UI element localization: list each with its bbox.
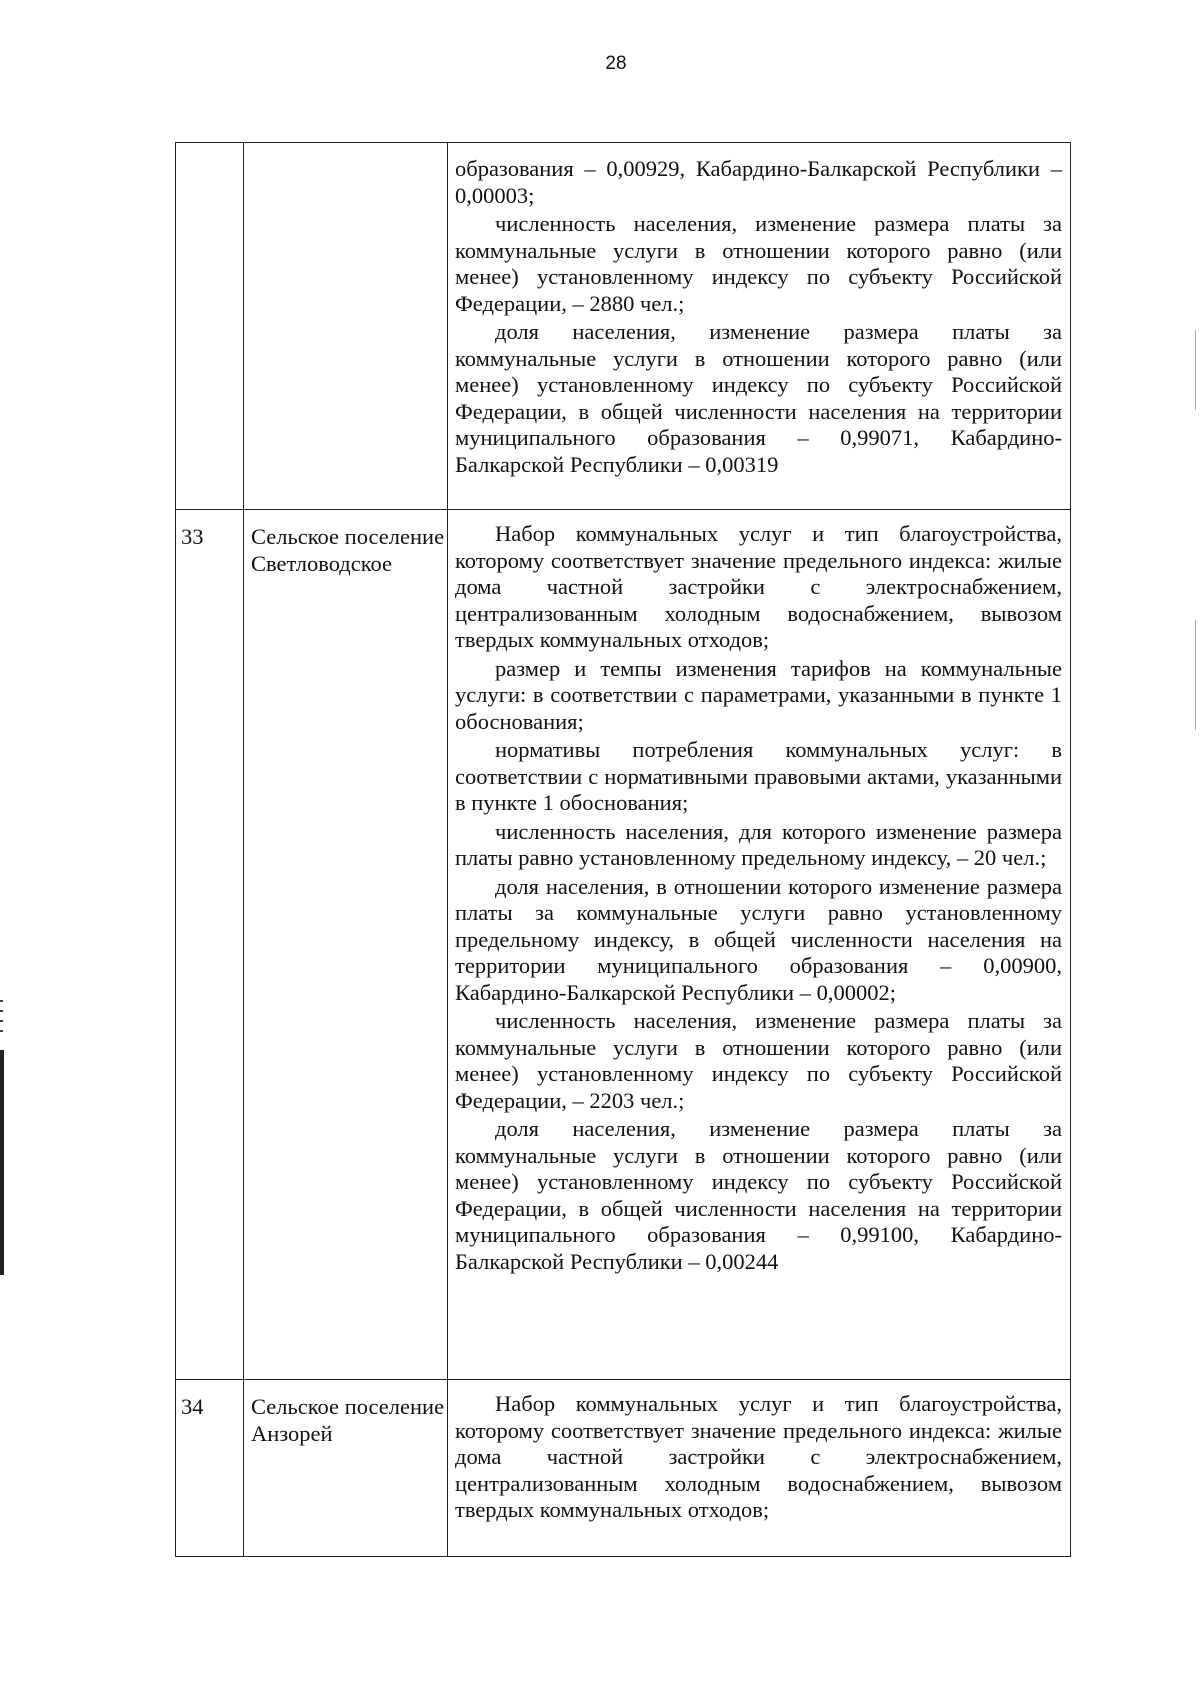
description-paragraph: доля населения, изменение размера платы за коммунальные услуги в отношении которого равно (или менее) установленному индексу по субъекту Российской Федерации, в общей численности населения на территории муниципального образования – 0,99071, Кабардино-Балкарской Республики – 0,00319	[455, 319, 1062, 477]
description-paragraph: численность населения, для которого изменение размера платы равно установленному предельному индексу, – 20 чел.;	[455, 818, 1062, 870]
table-row	[176, 510, 1071, 1380]
row-number-cell	[176, 143, 244, 510]
page-number: 28	[605, 53, 627, 74]
scan-tick-mark	[0, 1000, 3, 1002]
table-row	[176, 1380, 1071, 1557]
settlement-name-cell: Сельское поселение Светловодское	[244, 510, 448, 1380]
row-number-cell: 33	[176, 510, 244, 1380]
description-cell	[448, 1380, 1071, 1557]
settlement-name-cell: Сельское поселение Анзорей	[244, 1380, 448, 1557]
description-cell	[448, 143, 1071, 510]
scan-tick-mark	[0, 1010, 3, 1012]
description-paragraph: численность населения, изменение размера платы за коммунальные услуги в отношении которого равно (или менее) установленному индексу по субъекту Российской Федерации, – 2203 чел.;	[455, 1008, 1062, 1113]
description-paragraph: образования – 0,00929, Кабардино-Балкарской Республики – 0,00003;	[455, 156, 1062, 208]
scan-edge-line	[1195, 620, 1196, 730]
description-paragraph: доля населения, изменение размера платы за коммунальные услуги в отношении которого равно (или менее) установленному индексу по субъекту Российской Федерации, в общей численности населения на территории муниципального образования – 0,99100, Кабардино-Балкарской Республики – 0,00244	[455, 1116, 1062, 1274]
description-paragraph: доля населения, в отношении которого изменение размера платы за коммунальные услуги равно установленному предельному индексу, в общей численности населения на территории муниципального образования – 0,00900, Кабардино-Балкарской Республики – 0,00002;	[455, 873, 1062, 1005]
description-paragraph: нормативы потребления коммунальных услуг: в соответствии с нормативными правовыми актами, указанными в пункте 1 обоснования;	[455, 737, 1062, 815]
description-paragraph: численность населения, изменение размера платы за коммунальные услуги в отношении которого равно (или менее) установленному индексу по субъекту Российской Федерации, – 2880 чел.;	[455, 211, 1062, 316]
description-paragraph: Набор коммунальных услуг и тип благоустройства, которому соответствует значение предельного индекса: жилые дома частной застройки с электроснабжением, централизованным холодным водоснабжением, вывозом твердых коммунальных отходов;	[455, 1391, 1062, 1522]
scan-tick-mark	[0, 1020, 3, 1022]
table-row	[176, 143, 1071, 510]
scan-edge-mark	[0, 1050, 4, 1275]
scan-tick-mark	[0, 1030, 3, 1032]
description-paragraph: размер и темпы изменения тарифов на коммунальные услуги: в соответствии с параметрами, указанными в пункте 1 обоснования;	[455, 655, 1062, 734]
scan-edge-line	[1195, 330, 1196, 410]
indices-table	[175, 142, 1071, 1557]
description-cell	[448, 510, 1071, 1380]
description-paragraph: Набор коммунальных услуг и тип благоустройства, которому соответствует значение предельного индекса: жилые дома частной застройки с электроснабжением, централизованным холодным водоснабжением, вывозом твердых коммунальных отходов;	[455, 521, 1062, 652]
row-number-cell: 34	[176, 1380, 244, 1557]
settlement-name-cell	[244, 143, 448, 510]
